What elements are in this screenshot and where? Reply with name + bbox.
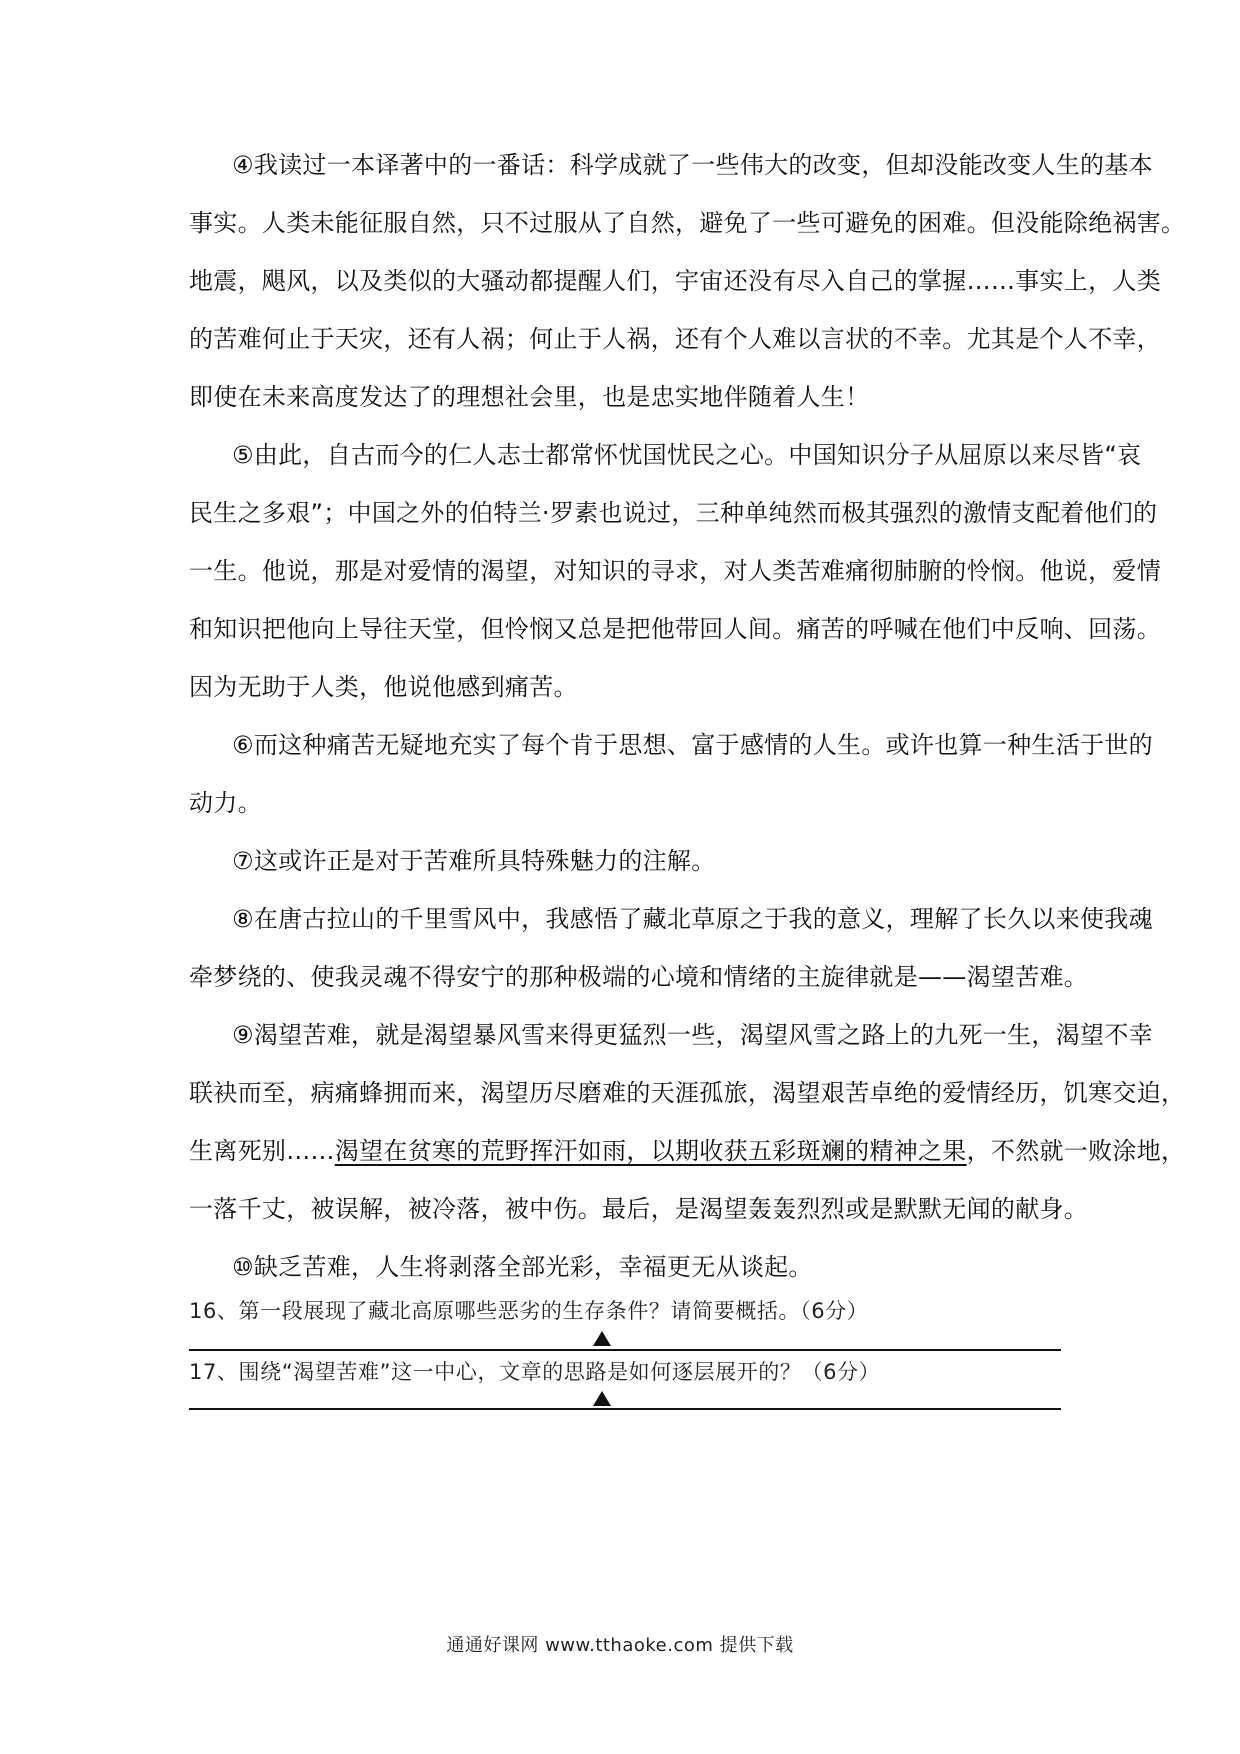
paragraph-line: 动力。: [189, 789, 262, 817]
paragraph-line: ④我读过一本译著中的一番话：科学成就了一些伟大的改变，但却没能改变人生的基本: [232, 151, 1153, 179]
paragraph-line: ⑨渴望苦难，就是渴望暴风雪来得更猛烈一些，渴望风雪之路上的九死一生，渴望不幸: [232, 1021, 1153, 1049]
paragraph-line: 一落千丈，被误解，被冷落，被中伤。最后，是渴望轰轰烈烈或是默默无闻的献身。: [189, 1195, 1089, 1223]
paragraph-line: 因为无助于人类，他说他感到痛苦。: [189, 673, 578, 701]
paragraph-line: 牵梦绕的、使我灵魂不得安宁的那种极端的心境和情绪的主旋律就是——渴望苦难。: [189, 963, 1089, 991]
paragraph-line: 民生之多艰”；中国之外的伯特兰·罗素也说过，三种单纯然而极其强烈的激情支配着他们的: [189, 499, 1158, 527]
answer-marker-triangle-icon: [593, 1331, 611, 1346]
paragraph-line: [189, 1134, 1186, 1168]
paragraph-line: 联袂而至，病痛蜂拥而来，渴望历尽磨难的天涯孤旅，渴望艰苦卓绝的爱情经历，饥寒交迫，: [189, 1079, 1186, 1107]
answer-marker-triangle-icon: [593, 1391, 611, 1406]
paragraph-line: ⑧在唐古拉山的千里雪风中，我感悟了藏北草原之于我的意义，理解了长久以来使我魂: [232, 905, 1153, 933]
question-text: 16、第一段展现了藏北高原哪些恶劣的生存条件？请简要概括。（6分）: [189, 1299, 869, 1323]
paragraph-line: 的苦难何止于天灾，还有人祸；何止于人祸，还有个人难以言状的不幸。尤其是个人不幸，: [189, 325, 1161, 353]
answer-line: [189, 1349, 1061, 1351]
paragraph-line: 即使在未来高度发达了的理想社会里，也是忠实地伴随着人生！: [189, 383, 870, 411]
paragraph-line: 事实。人类未能征服自然，只不过服从了自然，避免了一些可避免的困难。但没能除绝祸害。: [189, 209, 1186, 237]
paragraph-line: ⑥而这种痛苦无疑地充实了每个肯于思想、富于感情的人生。或许也算一种生活于世的: [232, 731, 1153, 759]
underlined-sentence: 渴望在贫寒的荒野挥汗如雨，以期收获五彩斑斓的精神之果: [334, 1137, 967, 1165]
paragraph-line: ⑤由此，自古而今的仁人志士都常怀忧国忧民之心。中国知识分子从屈原以来尽皆“哀: [232, 441, 1142, 469]
paragraph-line: 地震，飓风，以及类似的大骚动都提醒人们，宇宙还没有尽入自己的掌握……事实上，人类: [189, 267, 1161, 295]
line-text: ，不然就一败涂地，: [966, 1137, 1186, 1165]
line-text: 生离死别……: [189, 1137, 335, 1165]
paragraph-line: ⑩缺乏苦难，人生将剥落全部光彩，幸福更无从谈起。: [232, 1253, 813, 1281]
paragraph-line: ⑦这或许正是对于苦难所具特殊魅力的注解。: [232, 847, 716, 875]
page-footer: 通通好课网 www.tthaoke.com 提供下载: [446, 1635, 794, 1656]
answer-line: [189, 1408, 1061, 1410]
paragraph-line: 和知识把他向上导往天堂，但怜悯又总是把他带回人间。痛苦的呼喊在他们中反响、回荡。: [189, 615, 1161, 643]
paragraph-line: 一生。他说，那是对爱情的渴望，对知识的寻求，对人类苦难痛彻肺腑的怜悯。他说，爱情: [189, 557, 1161, 585]
question-text: 17、围绕“渴望苦难”这一中心，文章的思路是如何逐层展开的？（6分）: [189, 1360, 881, 1384]
